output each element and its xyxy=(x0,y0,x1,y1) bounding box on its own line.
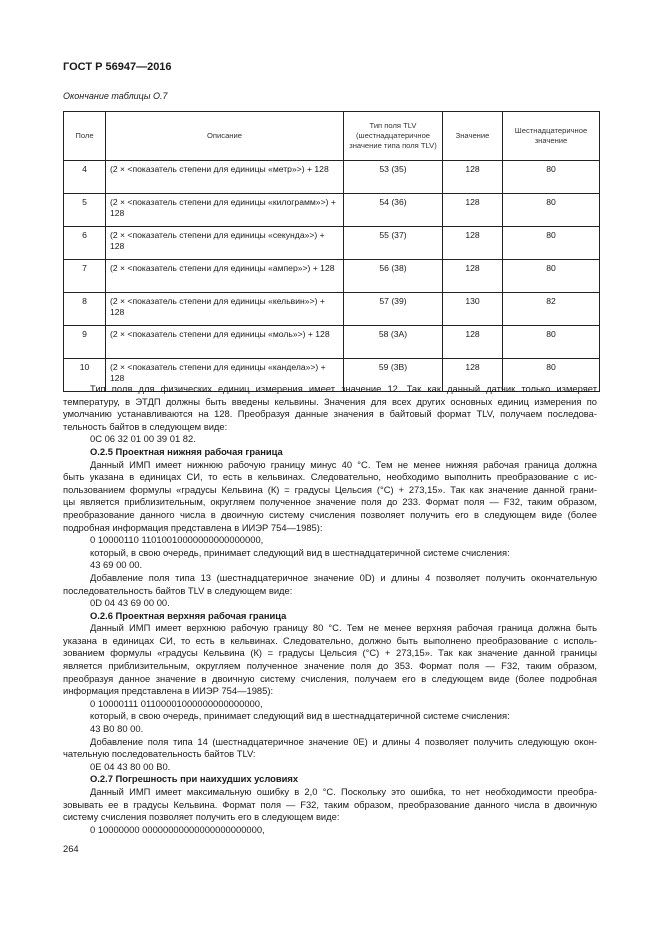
cell-hex-value: 80 xyxy=(503,260,600,293)
table-row xyxy=(64,194,600,227)
text-line: 0E 04 43 80 00 B0. xyxy=(90,760,171,772)
paragraph xyxy=(63,572,597,597)
cell-value: 128 xyxy=(443,260,503,293)
cell-tlv-type: 56 (38) xyxy=(344,260,443,293)
cell-tlv-type: 53 (35) xyxy=(344,161,443,194)
cell-tlv-type: 55 (37) xyxy=(344,227,443,260)
cell-value: 128 xyxy=(443,194,503,227)
cell-hex-value: 80 xyxy=(503,227,600,260)
indented-line xyxy=(63,534,597,572)
header-value: Значение xyxy=(443,112,503,161)
text-line: тельность байтов в следующем виде: xyxy=(63,420,228,432)
cell-field: 4 xyxy=(64,161,106,194)
cell-field: 6 xyxy=(64,227,106,260)
text-line: который, в свою очередь, принимает следующий вид в шестнадцатеричной системе счисления: xyxy=(90,710,510,722)
cell-field: 10 xyxy=(64,359,106,392)
text-line: чательную последовательность байтов TLV: xyxy=(63,748,256,760)
page-number: 264 xyxy=(63,843,79,854)
cell-tlv-type: 54 (36) xyxy=(344,194,443,227)
cell-value: 128 xyxy=(443,227,503,260)
header-hex-value: Шестнадцатеричное значение xyxy=(503,112,600,161)
table-header-row xyxy=(64,112,600,161)
paragraph xyxy=(63,459,597,535)
text-line: 43 69 00 00. xyxy=(90,559,143,571)
table-caption: Окончание таблицы О.7 xyxy=(63,91,168,101)
text-line: Данный ИМП имеет максимальную ошибку в 2,0 °С. Поскольку это ошибка, то нет необходимости преобра- xyxy=(90,786,597,797)
cell-hex-value: 82 xyxy=(503,293,600,326)
text-line: быть указана в единицах СИ, то есть в кельвинах. Следовательно, необходимо выполнить преобразование с ис- xyxy=(63,471,597,483)
table-row xyxy=(64,227,600,260)
cell-description: (2 × <показатель степени для единицы «моль»>) + 128 xyxy=(106,326,344,359)
text-line: который, в свою очередь, принимает следующий вид в шестнадцатеричной системе счисления: xyxy=(90,546,510,558)
text-line: умолчанию устанавливаются на 128. Преобразуя данные значения в байтовый формат TLV, получаем последова- xyxy=(63,408,597,420)
text-line: преобразование данного числа в двоичную систему счисления позволяет получить его в следующем виде (более xyxy=(63,508,597,520)
text-line: температуру, в ЭТДП должны быть введены кельвины. Значения для всех других основных единиц измерения по xyxy=(63,395,597,407)
text-line: Тип поля для физических единиц измерения имеет значение 12. Так как данный датчик только измеряет xyxy=(90,383,597,394)
text-line: цы является приблизительным, округляем полученное значение поля до 233. Формат поля — F32, таким образом, xyxy=(63,496,597,508)
paragraph xyxy=(63,786,597,824)
cell-value: 128 xyxy=(443,359,503,392)
text-line: Добавление поля типа 13 (шестнадцатеричное значение 0D) и длины 4 позволяет получить окончательную xyxy=(90,571,597,583)
table-row xyxy=(64,260,600,293)
section-heading xyxy=(63,773,597,786)
cell-value: 130 xyxy=(443,293,503,326)
indented-line xyxy=(63,761,597,774)
section-heading xyxy=(63,610,597,623)
cell-tlv-type: 57 (39) xyxy=(344,293,443,326)
cell-field: 8 xyxy=(64,293,106,326)
text-line: зованием формулы «градусы Кельвина (К) = градусы Цельсия (°С) + 273,15». Так как значение данной границы xyxy=(63,647,597,659)
cell-value: 128 xyxy=(443,161,503,194)
text-line: последовательность байтов TLV в следующем виде: xyxy=(63,584,293,596)
text-line: информация представлена в ИИЭР 754—1985): xyxy=(63,685,274,697)
text-line: 0 10000000 00000000000000000000000, xyxy=(90,823,265,835)
header-tlv-type: Тип поля TLV (шестнадцатеричное значение типа поля TLV) xyxy=(344,112,443,161)
text-line: О.2.5 Проектная нижняя рабочая граница xyxy=(90,445,283,457)
cell-description: (2 × <показатель степени для единицы «кандела»>) + 128 xyxy=(106,359,344,392)
paragraph xyxy=(63,622,597,698)
header-field: Поле xyxy=(64,112,106,161)
cell-field: 7 xyxy=(64,260,106,293)
document-title: ГОСТ Р 56947—2016 xyxy=(63,61,172,73)
text-line: Данный ИМП имеет верхнюю рабочую границу 80 °С. Тем не менее верхняя рабочая граница должна быть xyxy=(90,622,597,634)
text-line: зовывать ее в градусы Кельвина. Формат поля — F32, таким образом, преобразование данного числа в двоичную xyxy=(63,798,597,810)
cell-field: 9 xyxy=(64,326,106,359)
cell-hex-value: 80 xyxy=(503,359,600,392)
cell-value: 128 xyxy=(443,326,503,359)
table-row xyxy=(64,161,600,194)
cell-description: (2 × <показатель степени для единицы «метр»>) + 128 xyxy=(106,161,344,194)
table-row xyxy=(64,326,600,359)
cell-description: (2 × <показатель степени для единицы «ампер»>) + 128 xyxy=(106,260,344,293)
text-line: 0 10000110 11010010000000000000000, xyxy=(90,534,264,546)
indented-line xyxy=(63,597,597,610)
cell-description: (2 × <показатель степени для единицы «секунда»>) + 128 xyxy=(106,227,344,260)
text-line: Данный ИМП имеет нижнюю рабочую границу минус 40 °С. Тем не менее нижняя рабочая граница должна xyxy=(90,458,597,470)
paragraph xyxy=(63,736,597,761)
text-line: указана в единицах СИ, то есть в кельвинах. Следовательно, должно быть выполнено преобразование с исполь- xyxy=(63,634,597,646)
text-line: О.2.7 Погрешность при наихудших условиях xyxy=(90,773,299,785)
text-line: 43 B0 80 00. xyxy=(90,723,144,735)
indented-line xyxy=(63,698,597,736)
cell-hex-value: 80 xyxy=(503,194,600,227)
text-line: пользованием формулы «градусы Кельвина (К) = градусы Цельсия (°С) + 273,15». Так как значение данной грани- xyxy=(63,483,597,495)
cell-field: 5 xyxy=(64,194,106,227)
cell-hex-value: 80 xyxy=(503,161,600,194)
header-description: Описание xyxy=(106,112,344,161)
text-line: 0C 06 32 01 00 39 01 82. xyxy=(90,433,196,445)
cell-tlv-type: 58 (3A) xyxy=(344,326,443,359)
cell-tlv-type: 59 (3B) xyxy=(344,359,443,392)
cell-hex-value: 80 xyxy=(503,326,600,359)
table-row xyxy=(64,293,600,326)
text-line: О.2.6 Проектная верхняя рабочая граница xyxy=(90,609,287,621)
text-line: Добавление поля типа 14 (шестнадцатеричное значение 0E) и длины 4 позволяет получить следующую окон- xyxy=(90,735,597,747)
text-line: 0D 04 43 69 00 00. xyxy=(90,597,170,609)
text-line: 0 10000111 01100001000000000000000, xyxy=(90,697,263,709)
text-line: систему счисления позволяет получить его в следующем виде: xyxy=(63,811,340,823)
cell-description: (2 × <показатель степени для единицы «кельвин»>) + 128 xyxy=(106,293,344,326)
cell-description: (2 × <показатель степени для единицы «килограмм»>) + 128 xyxy=(106,194,344,227)
text-line: преобразуя данное значение в двоичную систему счисления, получаем его в следующем виде (более подробная xyxy=(63,672,597,684)
body-text xyxy=(63,383,597,836)
text-line: подробная информация представлена в ИИЭР 754—1985): xyxy=(63,521,323,533)
section-heading xyxy=(63,446,597,459)
paragraph xyxy=(63,383,597,433)
indented-line xyxy=(63,433,597,446)
text-line: является приблизительным, округляем полученное значение поля до 353. Формат поля — F32, таким образом, xyxy=(63,660,597,672)
data-table xyxy=(63,111,600,392)
indented-line xyxy=(63,824,597,837)
